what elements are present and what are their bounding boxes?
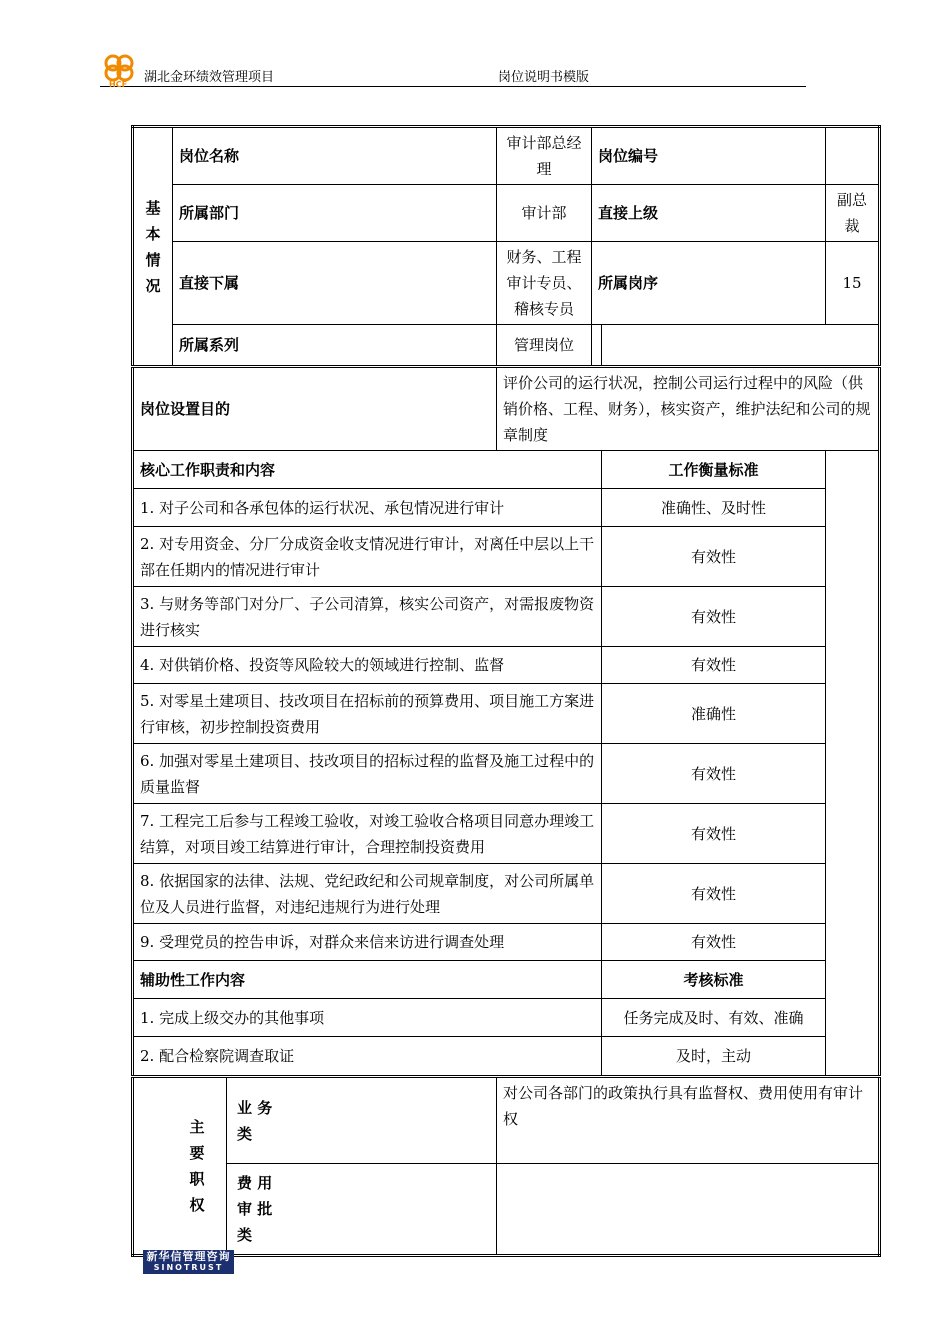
business-authority-text: 对公司各部门的政策执行具有监督权、费用使用有审计权: [497, 1077, 880, 1164]
footer-logo-line1: 新华信管理咨询: [146, 1250, 231, 1263]
core-duties-header: 核心工作职责和内容: [133, 451, 602, 489]
core-duty-item: 4. 对供销价格、投资等风险较大的领域进行控制、监督: [133, 647, 602, 684]
department-value: 审计部: [497, 185, 592, 242]
core-duty-item: 7. 工程完工后参与工程竣工验收，对竣工验收合格项目同意办理竣工结算，对项目竣工结算进行审计，合理控制投资费用: [133, 804, 602, 864]
expense-authority-label: 费 用 审 批 类: [227, 1164, 497, 1256]
superior-label: 直接上级: [592, 185, 826, 242]
authority-section-label: 主 要 职 权: [133, 1077, 227, 1256]
aux-duty-item: 2. 配合检察院调查取证: [133, 1037, 602, 1077]
core-duty-standard: 有效性: [602, 924, 826, 961]
purpose-label: 岗位设置目的: [133, 367, 497, 451]
position-number-value: [826, 127, 880, 185]
core-duty-item: 9. 受理党员的控告申诉，对群众来信来访进行调查处理: [133, 924, 602, 961]
core-duty-standard: 有效性: [602, 527, 826, 587]
purpose-text: 评价公司的运行状况，控制公司运行过程中的风险（供销价格、工程、财务），核实资产，维护法纪和公司的规章制度: [497, 367, 880, 451]
basic-section-label: 基 本 情 况: [133, 127, 173, 367]
position-name-value: 审计部总经理: [497, 127, 592, 185]
project-name: 湖北金环绩效管理项目: [144, 70, 275, 85]
sequence-label: 所属岗序: [592, 242, 826, 325]
position-number-label: 岗位编号: [592, 127, 826, 185]
aux-duty-standard: 及时，主动: [602, 1037, 826, 1077]
footer-logo-line2: SINOTRUST: [153, 1263, 224, 1272]
logo-text: HCF: [109, 80, 128, 89]
subordinate-label: 直接下属: [173, 242, 497, 325]
aux-duty-item: 1. 完成上级交办的其他事项: [133, 999, 602, 1037]
core-duty-standard: 有效性: [602, 804, 826, 864]
job-description-table: [131, 125, 881, 1257]
core-duty-standard: 有效性: [602, 587, 826, 647]
department-label: 所属部门: [173, 185, 497, 242]
expense-authority-text: [497, 1164, 880, 1256]
core-duty-standard: 准确性: [602, 684, 826, 744]
aux-duty-standard: 任务完成及时、有效、准确: [602, 999, 826, 1037]
sinotrust-logo: [143, 1250, 234, 1274]
core-duty-item: 3. 与财务等部门对分厂、子公司清算，核实公司资产，对需报废物资进行核实: [133, 587, 602, 647]
series-label: 所属系列: [173, 325, 497, 367]
empty-cell: [602, 325, 880, 367]
core-standard-header: 工作衡量标准: [602, 451, 826, 489]
core-duty-standard: 有效性: [602, 744, 826, 804]
core-duty-item: 8. 依据国家的法律、法规、党纪政纪和公司规章制度，对公司所属单位及人员进行监督，对违纪违规行为进行处理: [133, 864, 602, 924]
core-duty-item: 1. 对子公司和各承包体的运行状况、承包情况进行审计: [133, 489, 602, 527]
position-name-label: 岗位名称: [173, 127, 497, 185]
business-authority-label: 业 务 类: [227, 1077, 497, 1164]
series-value: 管理岗位: [497, 325, 592, 367]
core-duty-item: 6. 加强对零星土建项目、技改项目的招标过程的监督及施工过程中的质量监督: [133, 744, 602, 804]
core-duty-item: 2. 对专用资金、分厂分成资金收支情况进行审计，对离任中层以上干部在任期内的情况进行审计: [133, 527, 602, 587]
page-header: [100, 52, 806, 87]
core-duty-standard: 准确性、及时性: [602, 489, 826, 527]
core-duty-item: 5. 对零星土建项目、技改项目在招标前的预算费用、项目施工方案进行审核，初步控制投资费用: [133, 684, 602, 744]
aux-standard-header: 考核标准: [602, 961, 826, 999]
core-duty-standard: 有效性: [602, 647, 826, 684]
core-duty-standard: 有效性: [602, 864, 826, 924]
subordinate-value: 财务、工程审计专员、稽核专员: [497, 242, 592, 325]
document-title: 岗位说明书模版: [498, 70, 590, 85]
empty-cell: [592, 325, 602, 367]
aux-duties-header: 辅助性工作内容: [133, 961, 602, 999]
superior-value: 副总裁: [826, 185, 880, 242]
sequence-value: 15: [826, 242, 880, 325]
